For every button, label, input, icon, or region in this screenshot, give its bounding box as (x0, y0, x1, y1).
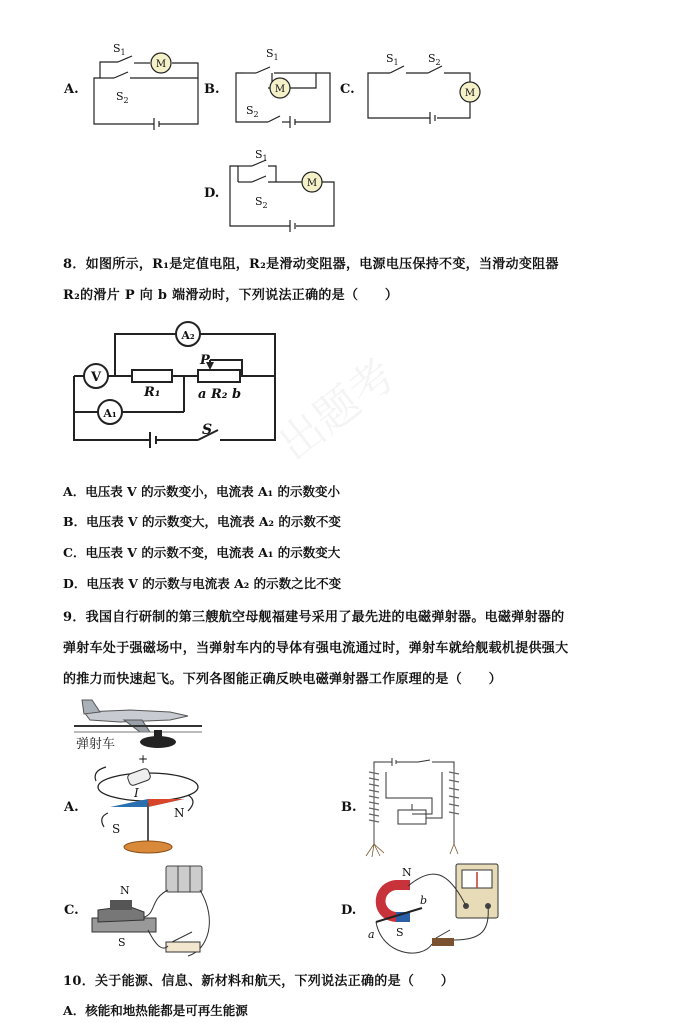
b-s1-label: $S_1$ (266, 47, 279, 62)
watermark: 出题考 (269, 349, 406, 471)
q9-option-d[interactable]: D. (341, 903, 357, 918)
motor-label-3: M (306, 178, 318, 189)
catapult-label: 弹射车 (76, 737, 116, 752)
q9-text-line2: 弹射车处于强磁场中，当弹射车内的导体有强电流通过时，弹射车就给舰载机提供强大 (63, 641, 569, 656)
q8-option-d[interactable]: D．电压表 V 的示数与电流表 A₂ 的示数之比不变 (63, 576, 342, 591)
d-s2-label: $S_2$ (255, 195, 268, 210)
motor-label-1: M (274, 84, 286, 95)
fig-d-north: N (402, 866, 412, 879)
q8-option-a[interactable]: A．电压表 V 的示数变小，电流表 A₁ 的示数变小 (63, 484, 340, 499)
option-label-a: A. (64, 82, 79, 97)
q9-option-a[interactable]: A. (64, 800, 79, 815)
q10-option-a[interactable]: A．核能和地热能都是可再生能源 (63, 1003, 248, 1018)
a-s2-label: $S_2$ (116, 90, 129, 105)
q8-s-label: S (202, 422, 213, 438)
q8-a2-label: A₂ (181, 329, 195, 342)
q9-figure-c (88, 860, 218, 965)
d-s1-label: $S_1$ (255, 148, 268, 163)
c-s2-label: $S_2$ (428, 52, 441, 67)
circuit-options-figure (0, 0, 677, 250)
q8-text-line1: 8．如图所示，R₁是定值电阻，R₂是滑动变阻器，电源电压保持不变，当滑动变阻器 (63, 257, 559, 272)
q9-text-line3: 的推力而快速起飞。下列各图能正确反映电磁弹射器工作原理的是（ ） (63, 672, 502, 687)
a-s1-label: $S_1$ (113, 42, 126, 57)
catapult-figure (70, 690, 205, 752)
fig-a-south: S (112, 822, 121, 836)
q8-a1-label: A₁ (103, 407, 117, 420)
fig-a-north: N (174, 806, 185, 820)
fig-d-b: b (420, 894, 428, 907)
q8-r1-label: R₁ (144, 385, 161, 400)
q8-option-c[interactable]: C．电压表 V 的示数不变，电流表 A₁ 的示数变大 (63, 545, 341, 560)
option-label-d: D. (204, 186, 220, 201)
b-s2-label: $S_2$ (246, 104, 259, 119)
q8-text-line2: R₂的滑片 P 向 b 端滑动时，下列说法正确的是（ ） (63, 288, 399, 303)
q8-p-label: P (200, 353, 210, 368)
fig-a-plus: + (138, 755, 149, 766)
q8-option-b[interactable]: B．电压表 V 的示数变大，电流表 A₂ 的示数不变 (63, 514, 341, 529)
q8-circuit-figure (60, 318, 285, 448)
q9-option-b[interactable]: B. (341, 800, 357, 815)
fig-c-south: S (118, 936, 126, 949)
q9-option-c[interactable]: C. (64, 903, 79, 918)
motor-label-2: M (464, 88, 476, 99)
c-s1-label: $S_1$ (386, 52, 399, 67)
motor-label-0: M (155, 59, 167, 70)
fig-d-south: S (396, 926, 404, 939)
q9-figure-a (88, 755, 208, 860)
option-label-b: B. (204, 82, 220, 97)
option-label-c: C. (340, 82, 355, 97)
fig-a-current: I (134, 786, 139, 800)
fig-d-a: a (368, 928, 375, 941)
q9-figure-d (362, 860, 502, 965)
q8-r2-label: a R₂ b (198, 387, 242, 402)
fig-c-north: N (120, 884, 130, 897)
q9-text-line1: 9．我国自行研制的第三艘航空母舰福建号采用了最先进的电磁弹射器。电磁弹射器的 (63, 610, 565, 625)
q9-figure-b (362, 758, 474, 860)
q8-v-label: V (90, 370, 102, 385)
q10-text-line1: 10．关于能源、信息、新材料和航天，下列说法正确的是（ ） (63, 974, 455, 989)
